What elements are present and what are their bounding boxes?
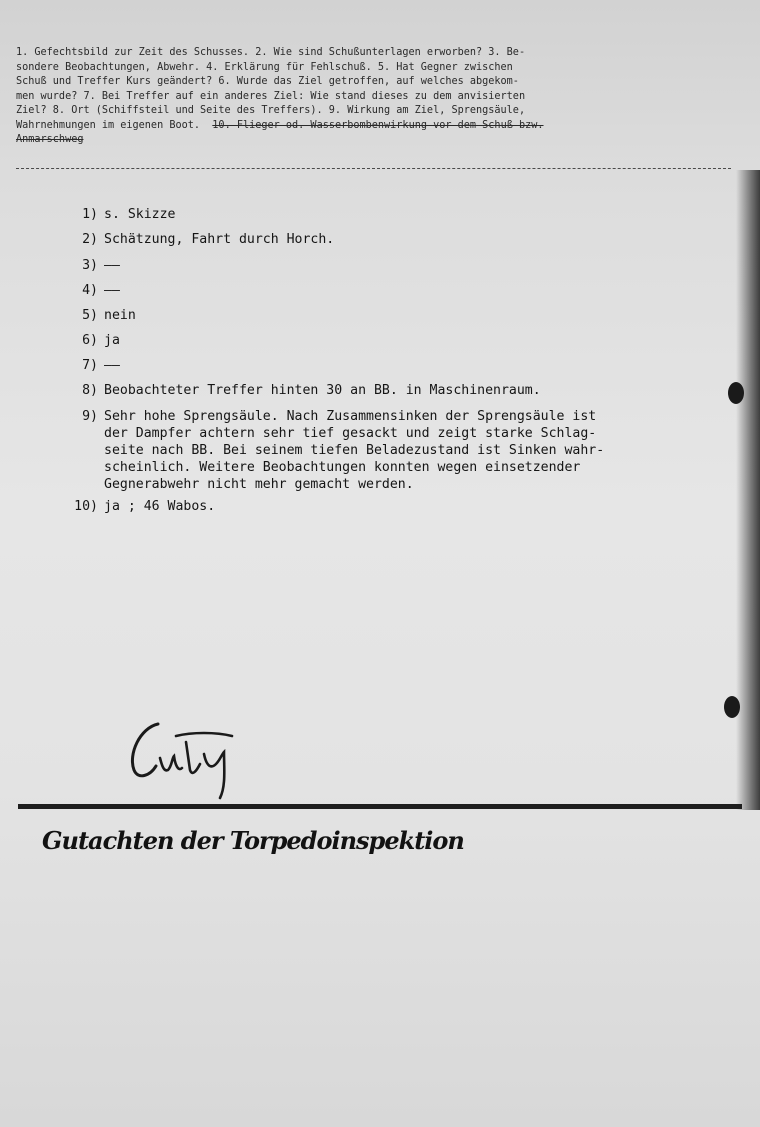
punch-hole	[724, 696, 740, 718]
answer-item	[60, 257, 120, 274]
answer-number: 3)	[82, 258, 98, 273]
answer-number: 8)	[82, 383, 98, 398]
header-line: Ziel? 8. Ort (Schiffsteil und Seite des Treffers). 9. Wirkung am Ziel, Sprengsäule,	[16, 105, 526, 116]
answer-item	[60, 382, 541, 399]
answer-text-line: der Dampfer achtern sehr tief gesackt und zeigt starke Schlag-	[104, 426, 597, 441]
answer-item	[60, 282, 120, 299]
answer-number: 2)	[82, 232, 98, 247]
page-edge-shadow	[736, 170, 760, 810]
answer-number: 5)	[82, 308, 98, 323]
answer-item	[60, 307, 136, 324]
answer-item	[60, 498, 215, 515]
header-line: 1. Gefechtsbild zur Zeit des Schusses. 2. Wie sind Schußunterlagen erworben? 3. Be-	[16, 47, 526, 58]
answer-item	[60, 231, 334, 248]
punch-hole	[728, 382, 744, 404]
answer-text: ja	[104, 333, 120, 348]
dashed-separator	[16, 168, 731, 169]
header-line: Schuß und Treffer Kurs geändert? 6. Wurde das Ziel getroffen, auf welches abgekom-	[16, 76, 519, 87]
header-line: men wurde? 7. Bei Treffer auf ein anderes Ziel: Wie stand dieses zu dem anvisierten	[16, 90, 526, 102]
header-line: sondere Beobachtungen, Abwehr. 4. Erklärung für Fehlschuß. 5. Hat Gegner zwischen	[16, 61, 513, 73]
answer-text: nein	[104, 308, 136, 323]
answer-item	[60, 357, 120, 374]
answer-item	[60, 332, 120, 349]
struck-question: 10. Flieger od. Wasserbombenwirkung vor dem Schuß bzw.	[212, 119, 544, 131]
section-heading: Gutachten der Torpedoinspektion	[42, 826, 464, 855]
answer-text-line: scheinlich. Weitere Beobachtungen konnten wegen einsetzender	[104, 460, 581, 475]
answer-number: 6)	[82, 333, 98, 348]
answer-number: 4)	[82, 283, 98, 298]
answer-text: ——	[104, 258, 120, 273]
answer-text-line: Gegnerabwehr nicht mehr gemacht werden.	[104, 477, 414, 492]
answer-text: s. Skizze	[104, 207, 176, 222]
answer-text: ja ; 46 Wabos.	[104, 499, 216, 514]
answer-item	[60, 408, 604, 493]
answer-text-block	[104, 408, 604, 493]
answer-item	[60, 206, 175, 223]
answer-text-line: seite nach BB. Bei seinem tiefen Beladezustand ist Sinken wahr-	[104, 443, 605, 458]
struck-question-cont: Anmarschweg	[16, 134, 84, 145]
questions-header	[16, 46, 746, 148]
section-rule	[18, 804, 742, 809]
header-line	[16, 119, 746, 134]
answer-text: ——	[104, 283, 120, 298]
answer-text-line: Sehr hohe Sprengsäule. Nach Zusammensinken der Sprengsäule ist	[104, 409, 597, 424]
answer-text: ——	[104, 358, 120, 373]
answer-text: Schätzung, Fahrt durch Horch.	[104, 232, 335, 247]
answer-number: 1)	[82, 207, 98, 222]
answer-text: Beobachteter Treffer hinten 30 an BB. in Maschinenraum.	[104, 383, 541, 398]
answer-number: 10)	[74, 499, 98, 514]
handwritten-signature	[120, 706, 260, 806]
answer-number: 7)	[82, 358, 98, 373]
header-line-text: Wahrnehmungen im eigenen Boot.	[16, 119, 201, 131]
answer-number: 9)	[82, 409, 98, 424]
